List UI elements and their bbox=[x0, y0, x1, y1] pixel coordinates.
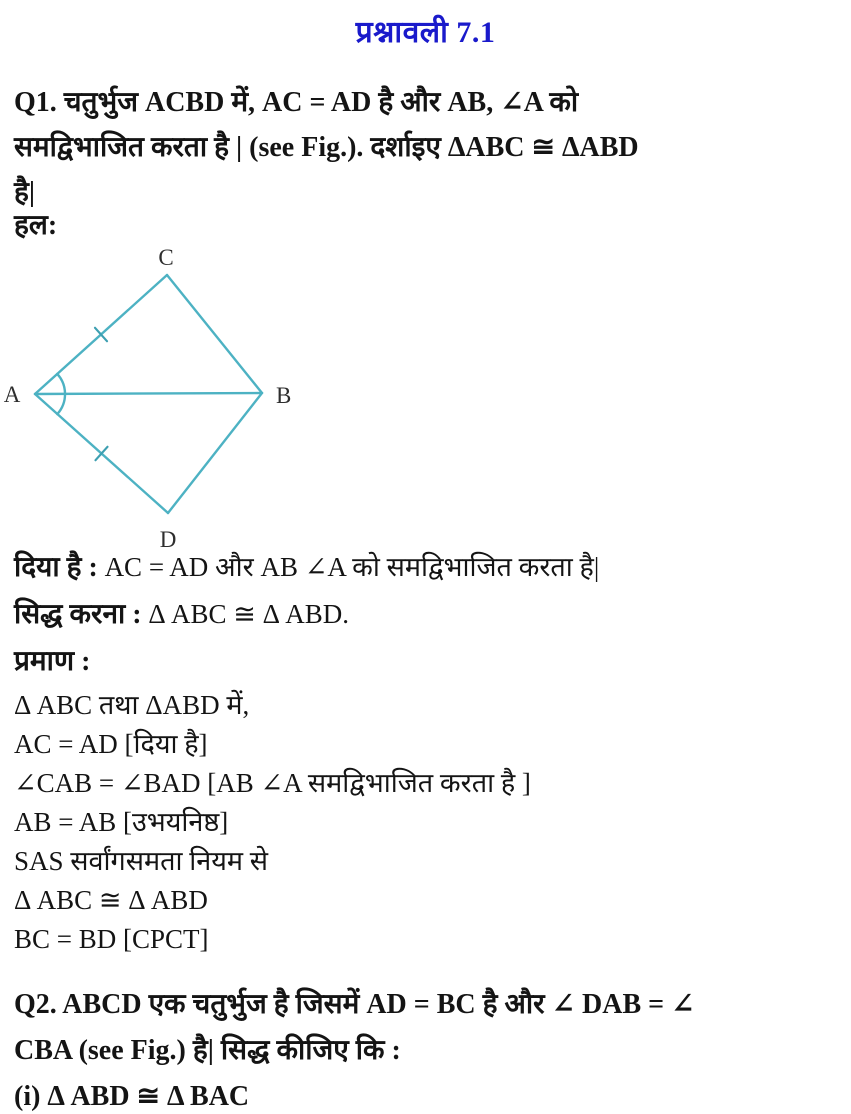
proof-step: ∠CAB = ∠BAD [AB ∠A समद्विभाजित करता है ] bbox=[14, 768, 531, 798]
q2-item-1: (i) Δ ABD ≅ Δ BAC bbox=[14, 1081, 250, 1112]
kite-figure-svg bbox=[0, 243, 320, 555]
proof-label: प्रमाण : bbox=[14, 646, 91, 677]
segment-DB bbox=[168, 393, 262, 513]
given-label: दिया है : bbox=[14, 552, 98, 583]
prove-text: Δ ABC ≅ Δ ABD. bbox=[141, 599, 350, 629]
proof-heading bbox=[14, 641, 842, 679]
segment-CB bbox=[167, 275, 262, 393]
proof-step: AB = AB [उभयनिष्ठ] bbox=[14, 807, 229, 837]
question-2 bbox=[14, 982, 848, 1114]
proof-step: BC = BD [CPCT] bbox=[14, 924, 209, 954]
question-1 bbox=[14, 80, 842, 215]
vertex-label-B: B bbox=[276, 383, 292, 408]
segment-AB bbox=[35, 393, 262, 394]
vertex-label-C: C bbox=[158, 245, 174, 270]
figure-lines bbox=[35, 275, 262, 513]
q2-line-2: CBA (see Fig.) है| सिद्ध कीजिए कि : bbox=[14, 1035, 401, 1066]
q2-line-1: Q2. ABCD एक चतुर्भुज है जिसमें AD = BC है और ∠ DAB = ∠ bbox=[14, 989, 695, 1020]
prove-label: सिद्ध करना : bbox=[14, 599, 142, 630]
proof-step: SAS सर्वांगसमता नियम से bbox=[14, 846, 269, 876]
solution-heading: हल: bbox=[14, 210, 58, 241]
vertex-label-A: A bbox=[3, 382, 21, 407]
proof-step: Δ ABC ≅ Δ ABD bbox=[14, 885, 208, 915]
proof-step: Δ ABC तथा ΔABD में, bbox=[14, 690, 250, 720]
prove-line bbox=[14, 594, 842, 632]
proof-steps bbox=[14, 686, 842, 959]
proof-step: AC = AD [दिया है] bbox=[14, 729, 208, 759]
q1-line-1: Q1. चतुर्भुज ACBD में, AC = AD है और AB, ∠A को bbox=[14, 87, 579, 118]
q1-line-2: समद्विभाजित करता है | (see Fig.). दर्शाइए ΔABC ≅ ΔABD bbox=[14, 132, 639, 163]
given-text: AC = AD और AB ∠A को समद्विभाजित करता है| bbox=[97, 552, 600, 582]
given-line bbox=[14, 547, 842, 585]
exercise-title: प्रश्नावली 7.1 bbox=[355, 16, 496, 49]
q1-line-3: है| bbox=[14, 177, 36, 208]
geometry-figure bbox=[0, 243, 320, 555]
vertex-label-D: D bbox=[159, 527, 177, 552]
